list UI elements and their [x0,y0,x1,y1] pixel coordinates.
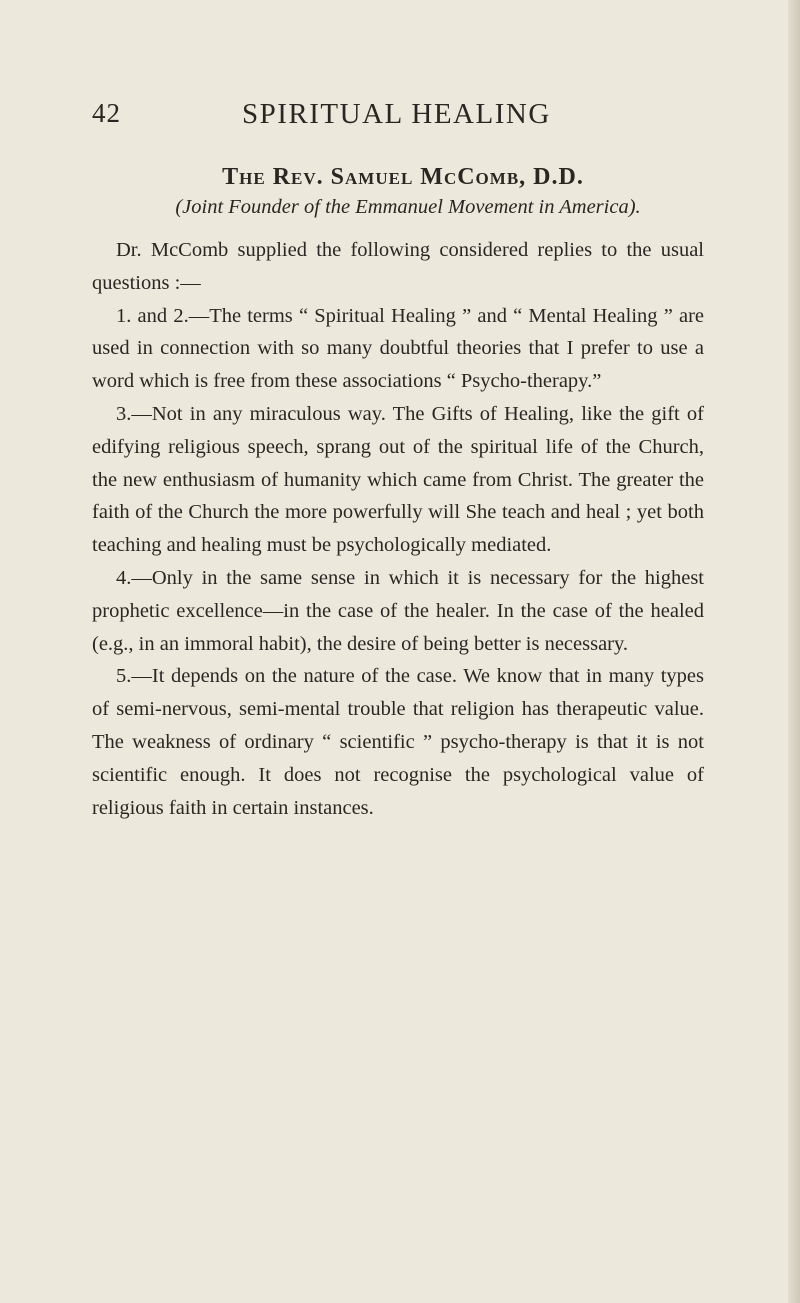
running-head [92,98,652,138]
section-heading: The Rev. Samuel McComb, D.D. [222,164,584,190]
section-subheading: (Joint Founder of the Emmanuel Movement in America). [175,196,641,218]
text-block [92,162,704,824]
page-edge-shadow [788,0,800,1303]
running-title: SPIRITUAL HEALING [242,98,551,130]
paragraph-answer-3: 3.—Not in any miraculous way. The Gifts of Healing, like the gift of edifying religious speech, sprang out of the spiritual life of the Church, the new enthusiasm of humanity which came from Christ. The greater the faith of the Church the more powerfully will She teach and heal ; yet both teaching and healing must be psychologically mediated. [92,402,704,557]
paragraph-answer-4: 4.—Only in the same sense in which it is necessary for the highest prophetic excellence—in the case of the healer. In the case of the healed (e.g., in an immoral habit), the desire of being better is necessary. [92,566,704,655]
paragraph-answer-1-2: 1. and 2.—The terms “ Spiritual Healing ” and “ Mental Healing ” are used in connection with so many doubtful theories that I prefer to use a word which is free from these associations “ Psycho-therapy.” [92,304,704,393]
page-number: 42 [92,98,121,128]
paragraph-answer-5: 5.—It depends on the nature of the case. We know that in many types of semi-nervous, semi-mental trouble that religion has therapeutic value. The weakness of ordinary “ scientific ” psycho-therapy is that it is not scientific enough. It does not recognise the psychological value of religious faith in certain instances. [92,665,704,819]
paragraph-intro: Dr. McComb supplied the following considered replies to the usual questions :— [92,239,704,294]
